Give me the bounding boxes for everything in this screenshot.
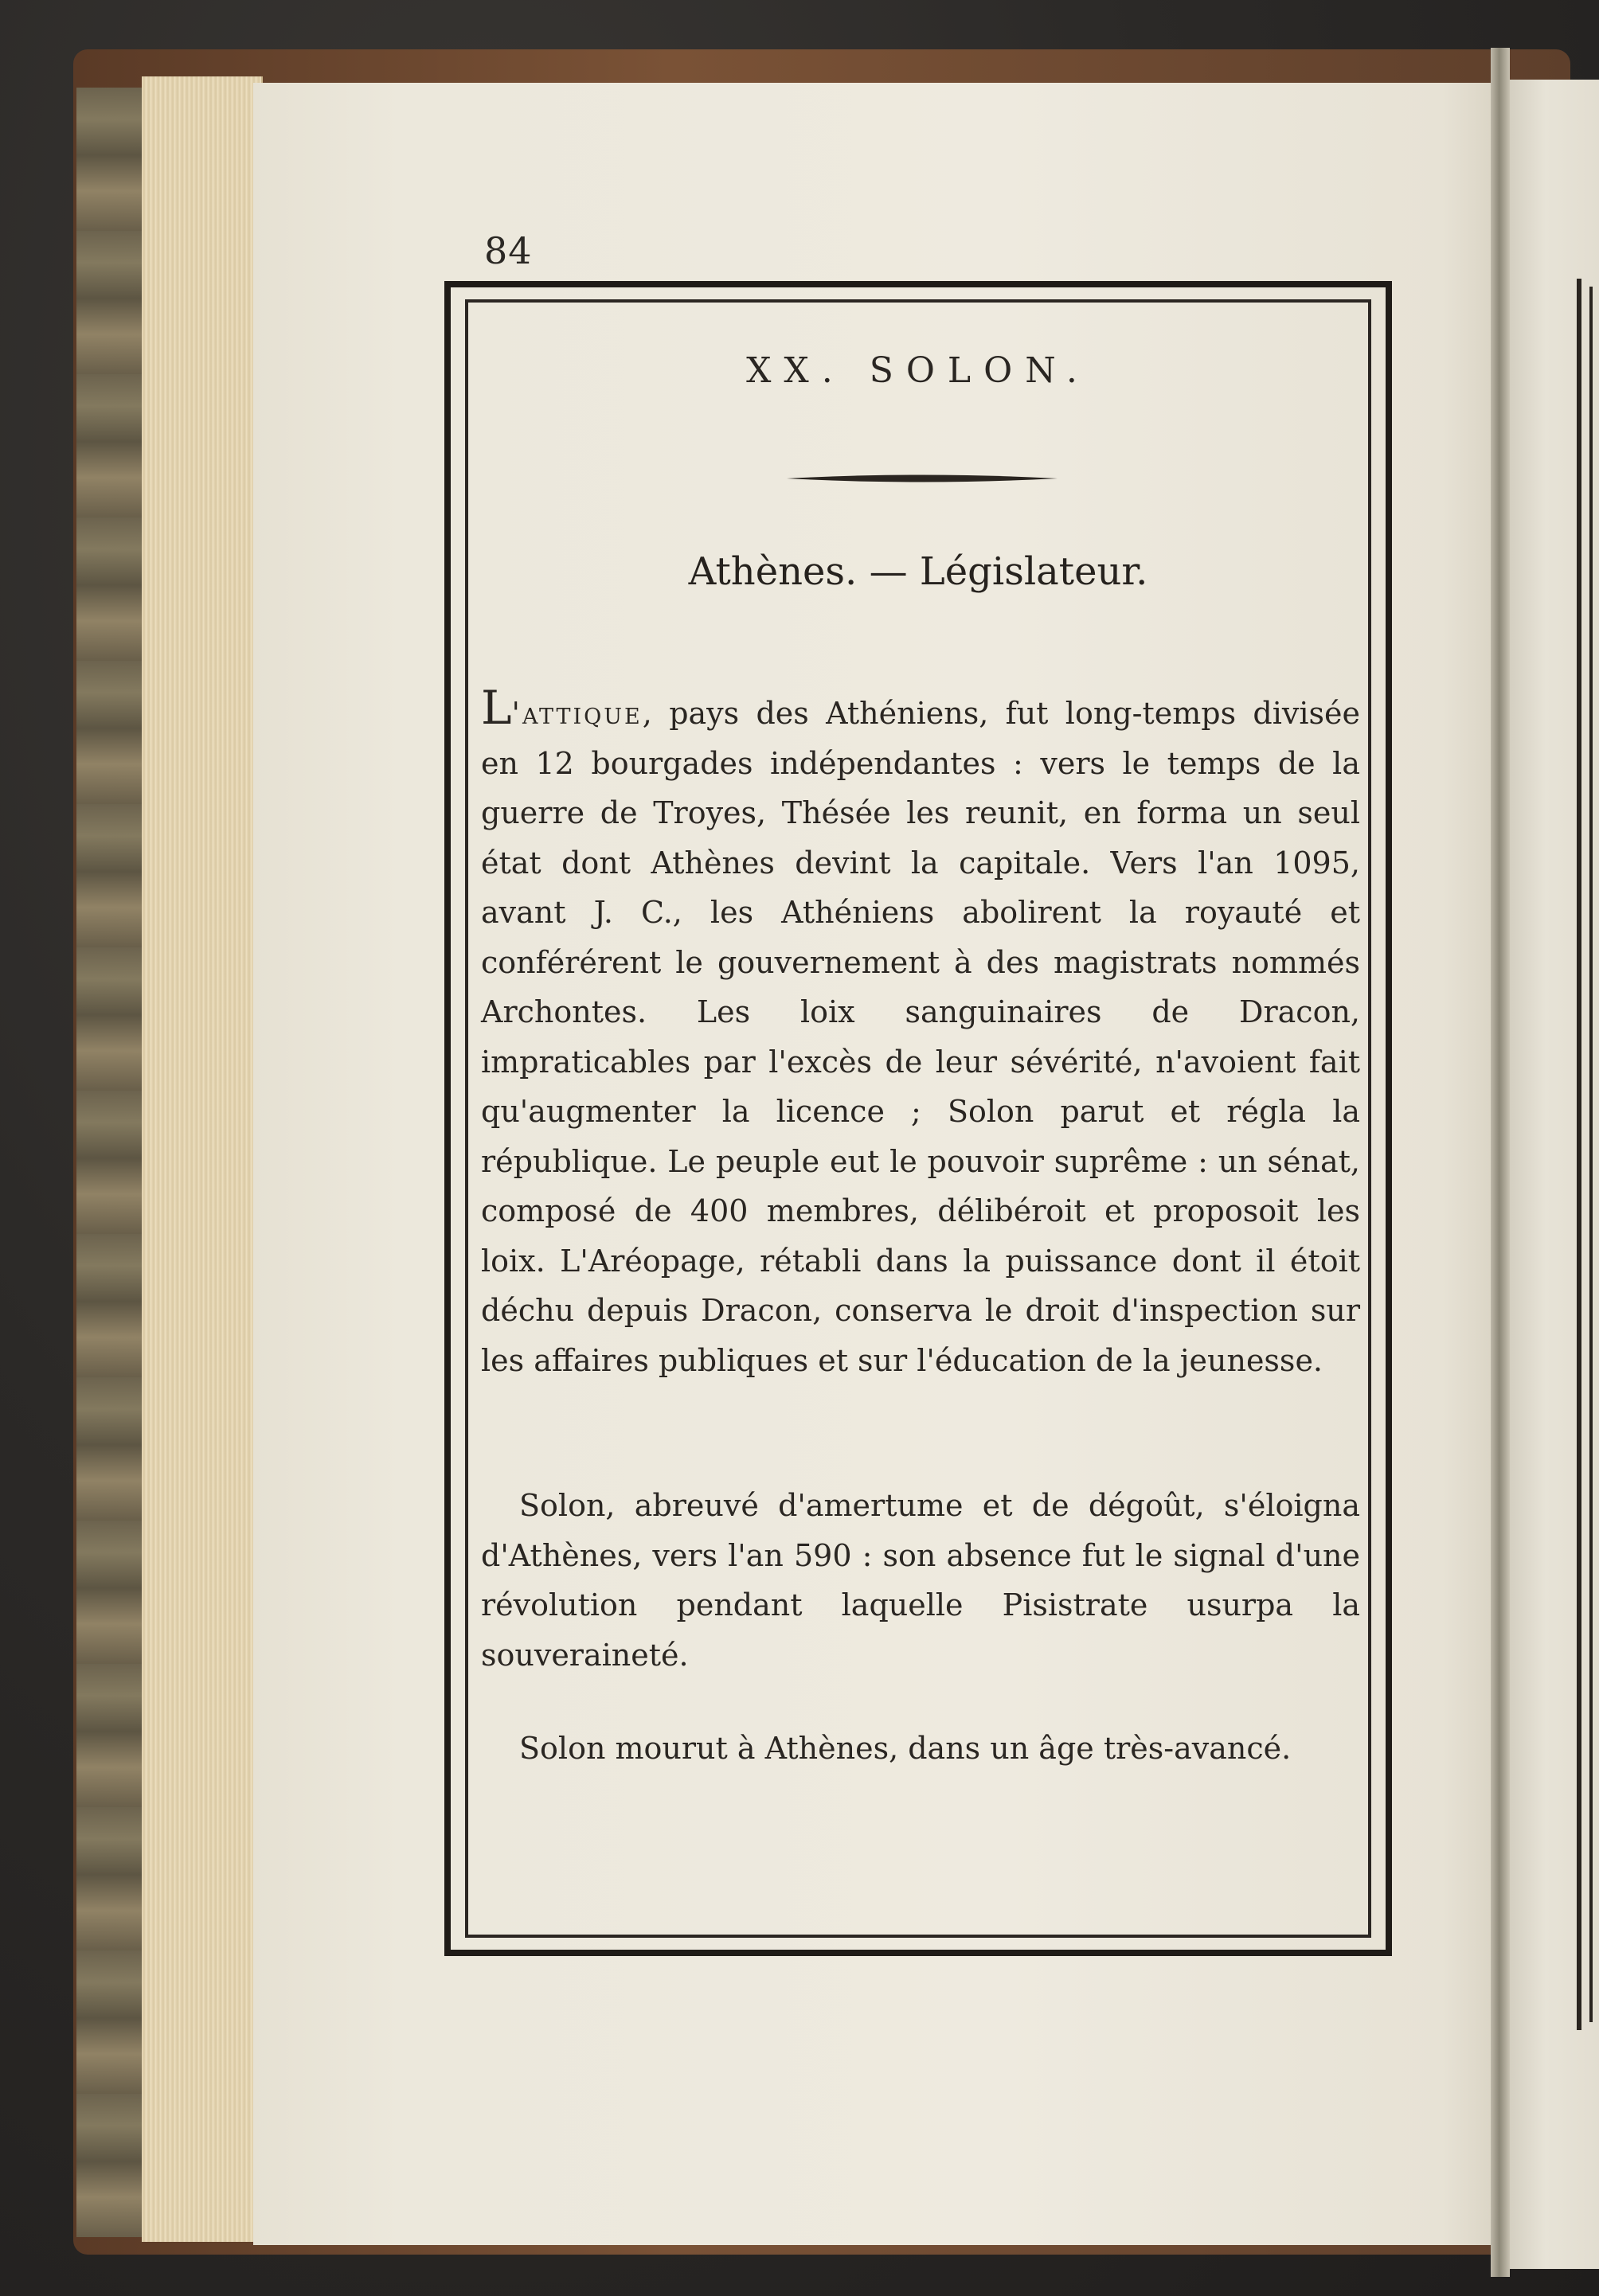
paragraph-first xyxy=(481,681,1360,1385)
page-edges xyxy=(142,76,263,2242)
facing-page-edge xyxy=(1510,80,1599,2269)
facing-page-frame-rule xyxy=(1589,287,1593,2022)
paragraph-second: Solon, abreuvé d'amertume et de dégoût, s'éloigna d'Athènes, vers l'an 590 : son absence fut le signal d'une révolution pendant laquelle Pisistrate usurpa la souveraineté. xyxy=(481,1488,1360,1673)
chapter-title: XX. SOLON. xyxy=(746,350,1090,391)
page-number: 84 xyxy=(484,229,533,272)
marbled-cover-edge xyxy=(76,88,148,2237)
facing-page-frame-rule xyxy=(1577,279,1581,2030)
section-subtitle: Athènes. — Législateur. xyxy=(688,549,1148,594)
smallcaps-word: 'attique xyxy=(511,696,643,731)
ornament-rule xyxy=(787,473,1058,484)
paragraph-third: Solon mourut à Athènes, dans un âge très-avancé. xyxy=(519,1731,1292,1766)
drop-cap: L xyxy=(481,681,512,735)
paragraph-first-text: , pays des Athéniens, fut long-temps divisée en 12 bourgades indépendantes : vers le temps de la guerre de Troyes, Thésée les reunit, en forma un seul état dont Athènes devint la capitale. Vers l'an 1095, avant J. C., les Athéniens abolirent la royauté et conférérent le gouvernement à des magistrats nommés Archontes. Les loix sanguinaires de Dracon, impraticables par l'excès de leur sévérité, n'avoient fait qu'augmenter la licence ; Solon parut et régla la république. Le peuple eut le pouvoir suprême : un sénat, composé de 400 membres, délibéroit et proposoit les loix. L'Aréopage, rétabli dans la puissance dont il étoit déchu depuis Dracon, conserva le droit d'inspection sur les affaires publiques et sur l'éducation de la jeunesse. xyxy=(481,696,1360,1378)
book-gutter xyxy=(1491,48,1510,2277)
